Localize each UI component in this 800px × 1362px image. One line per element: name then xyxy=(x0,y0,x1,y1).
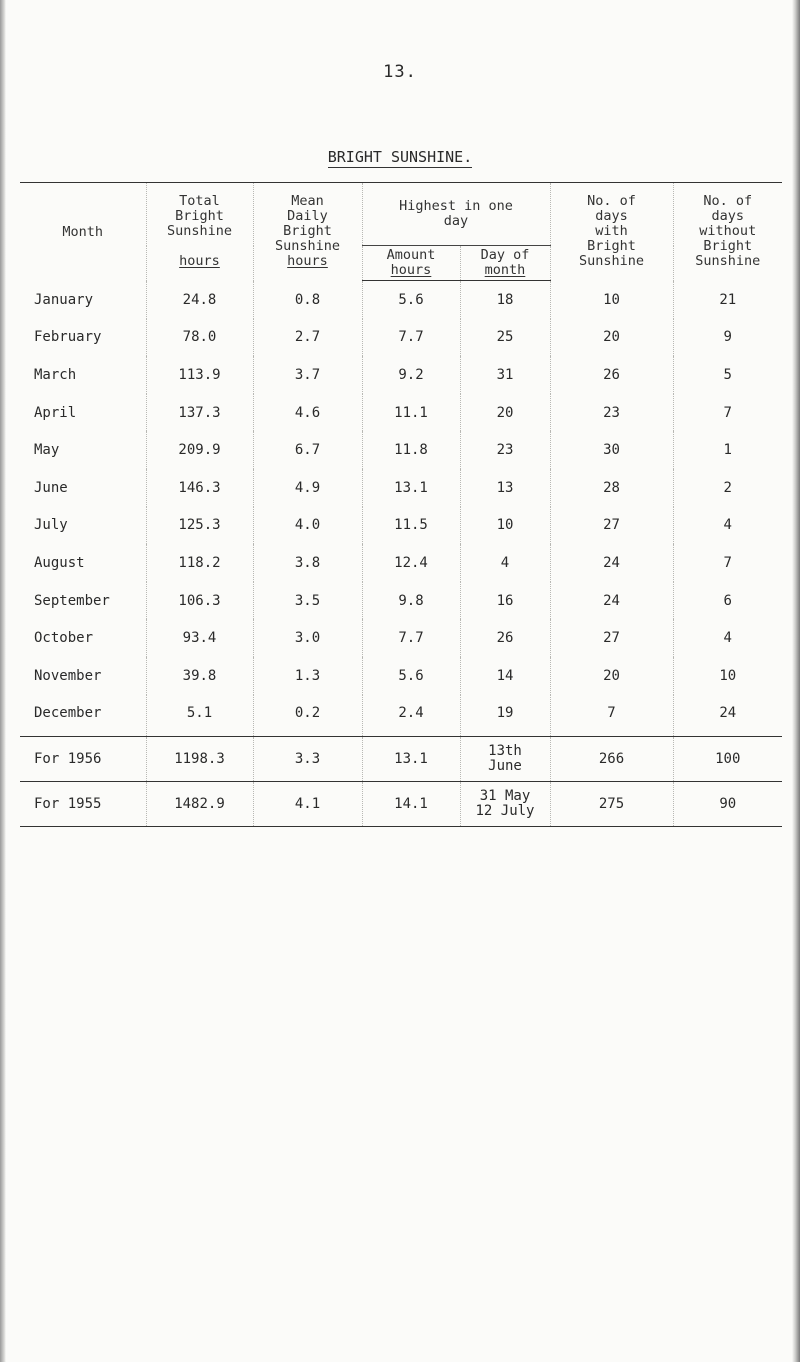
highest-day-cell: 20 xyxy=(460,394,550,432)
month-cell: September xyxy=(34,592,110,609)
total-label-cell: For 1955 xyxy=(20,782,146,827)
days-without-cell: 90 xyxy=(673,782,782,827)
month-cell: May xyxy=(34,442,60,459)
highest-day-cell: 13th June xyxy=(460,737,550,782)
table-row xyxy=(20,695,782,737)
highest-amount-cell: 5.6 xyxy=(362,657,460,695)
days-without-cell: 100 xyxy=(673,737,782,782)
highest-amount-cell: 5.6 xyxy=(362,281,460,319)
month-cell: July xyxy=(34,517,68,534)
header-highest-in-one-day: Highest in one day xyxy=(362,183,550,246)
highest-day-cell: 10 xyxy=(460,507,550,545)
days-with-cell: 20 xyxy=(550,319,673,357)
days-without-cell: 1 xyxy=(673,431,782,469)
total-hours-cell: 93.4 xyxy=(146,619,253,657)
days-with-cell: 28 xyxy=(550,469,673,507)
days-with-cell: 266 xyxy=(550,737,673,782)
bright-sunshine-table xyxy=(20,182,782,827)
days-without-cell: 24 xyxy=(673,695,782,737)
mean-daily-cell: 3.5 xyxy=(253,582,362,620)
days-with-cell: 26 xyxy=(550,356,673,394)
total-hours-cell: 39.8 xyxy=(146,657,253,695)
highest-day-cell: 14 xyxy=(460,657,550,695)
mean-daily-cell: 3.3 xyxy=(253,737,362,782)
total-hours-cell: 1482.9 xyxy=(146,782,253,827)
total-hours-cell: 209.9 xyxy=(146,431,253,469)
highest-amount-cell: 13.1 xyxy=(362,469,460,507)
days-without-cell: 5 xyxy=(673,356,782,394)
table-row xyxy=(20,431,782,469)
total-hours-cell: 1198.3 xyxy=(146,737,253,782)
table-row xyxy=(20,657,782,695)
month-cell: October xyxy=(34,630,94,647)
mean-daily-cell: 0.2 xyxy=(253,695,362,737)
month-cell: April xyxy=(34,404,77,421)
total-hours-cell: 118.2 xyxy=(146,544,253,582)
total-hours-cell: 125.3 xyxy=(146,507,253,545)
highest-amount-cell: 12.4 xyxy=(362,544,460,582)
header-days-with-bright-sunshine: No. of days with Bright Sunshine xyxy=(550,183,673,281)
days-with-cell: 20 xyxy=(550,657,673,695)
days-with-cell: 24 xyxy=(550,544,673,582)
page-title-text: BRIGHT SUNSHINE. xyxy=(327,148,473,166)
total-row-1956 xyxy=(20,737,782,782)
scan-page-edge-left xyxy=(0,0,6,1362)
highest-day-cell: 16 xyxy=(460,582,550,620)
days-without-cell: 10 xyxy=(673,657,782,695)
mean-daily-cell: 4.9 xyxy=(253,469,362,507)
header-days-without-bright-sunshine: No. of days without Bright Sunshine xyxy=(673,183,782,281)
days-without-cell: 9 xyxy=(673,319,782,357)
page-number: 13. xyxy=(383,62,417,82)
mean-daily-cell: 3.8 xyxy=(253,544,362,582)
month-cell: June xyxy=(34,479,68,496)
header-day-of-month: Day of month xyxy=(460,246,550,281)
days-without-cell: 6 xyxy=(673,582,782,620)
days-with-cell: 275 xyxy=(550,782,673,827)
total-hours-cell: 5.1 xyxy=(146,695,253,737)
total-hours-cell: 137.3 xyxy=(146,394,253,432)
days-without-cell: 21 xyxy=(673,281,782,319)
total-hours-cell: 24.8 xyxy=(146,281,253,319)
highest-day-cell: 23 xyxy=(460,431,550,469)
header-mean-daily-bright-sunshine: Mean Daily Bright Sunshine hours xyxy=(253,183,362,281)
table-row xyxy=(20,281,782,319)
highest-amount-cell: 11.5 xyxy=(362,507,460,545)
highest-day-cell: 4 xyxy=(460,544,550,582)
total-hours-cell: 106.3 xyxy=(146,582,253,620)
mean-daily-cell: 3.0 xyxy=(253,619,362,657)
month-cell: March xyxy=(34,366,77,383)
highest-amount-cell: 13.1 xyxy=(362,737,460,782)
total-hours-cell: 113.9 xyxy=(146,356,253,394)
days-with-cell: 24 xyxy=(550,582,673,620)
month-cell: December xyxy=(20,695,146,737)
highest-day-cell: 31 xyxy=(460,356,550,394)
total-hours-cell: 146.3 xyxy=(146,469,253,507)
mean-daily-cell: 0.8 xyxy=(253,281,362,319)
header-row-top xyxy=(20,183,782,246)
total-hours-cell: 78.0 xyxy=(146,319,253,357)
highest-day-cell: 26 xyxy=(460,619,550,657)
days-without-cell: 4 xyxy=(673,619,782,657)
highest-amount-cell: 7.7 xyxy=(362,619,460,657)
page-title xyxy=(0,148,800,166)
table-row xyxy=(20,582,782,620)
highest-amount-cell: 14.1 xyxy=(362,782,460,827)
days-with-cell: 27 xyxy=(550,619,673,657)
highest-day-cell: 31 May 12 July xyxy=(460,782,550,827)
month-cell: January xyxy=(34,291,94,308)
highest-day-cell: 19 xyxy=(460,695,550,737)
days-without-cell: 4 xyxy=(673,507,782,545)
days-without-cell: 7 xyxy=(673,544,782,582)
days-with-cell: 10 xyxy=(550,281,673,319)
highest-amount-cell: 11.8 xyxy=(362,431,460,469)
highest-day-cell: 18 xyxy=(460,281,550,319)
header-total-bright-sunshine: Total Bright Sunshine hours xyxy=(146,183,253,281)
total-row-1955 xyxy=(20,782,782,827)
days-with-cell: 7 xyxy=(550,695,673,737)
header-month: Month xyxy=(20,183,146,281)
mean-daily-cell: 4.6 xyxy=(253,394,362,432)
header-amount-hours: Amount hours xyxy=(362,246,460,281)
mean-daily-cell: 2.7 xyxy=(253,319,362,357)
highest-amount-cell: 9.2 xyxy=(362,356,460,394)
table-row xyxy=(20,507,782,545)
table-row xyxy=(20,394,782,432)
highest-day-cell: 13 xyxy=(460,469,550,507)
month-cell: November xyxy=(34,667,102,684)
mean-daily-cell: 6.7 xyxy=(253,431,362,469)
mean-daily-cell: 3.7 xyxy=(253,356,362,394)
table-row xyxy=(20,619,782,657)
highest-amount-cell: 11.1 xyxy=(362,394,460,432)
mean-daily-cell: 4.0 xyxy=(253,507,362,545)
highest-amount-cell: 7.7 xyxy=(362,319,460,357)
days-without-cell: 7 xyxy=(673,394,782,432)
total-label-cell: For 1956 xyxy=(20,737,146,782)
mean-daily-cell: 4.1 xyxy=(253,782,362,827)
days-without-cell: 2 xyxy=(673,469,782,507)
highest-day-cell: 25 xyxy=(460,319,550,357)
highest-amount-cell: 9.8 xyxy=(362,582,460,620)
days-with-cell: 30 xyxy=(550,431,673,469)
table-row xyxy=(20,544,782,582)
days-with-cell: 23 xyxy=(550,394,673,432)
mean-daily-cell: 1.3 xyxy=(253,657,362,695)
table-row xyxy=(20,319,782,357)
highest-amount-cell: 2.4 xyxy=(362,695,460,737)
days-with-cell: 27 xyxy=(550,507,673,545)
scan-page-edge-right xyxy=(792,0,800,1362)
table-row xyxy=(20,356,782,394)
month-cell: February xyxy=(34,329,102,346)
month-cell: August xyxy=(34,554,85,571)
table-row xyxy=(20,469,782,507)
